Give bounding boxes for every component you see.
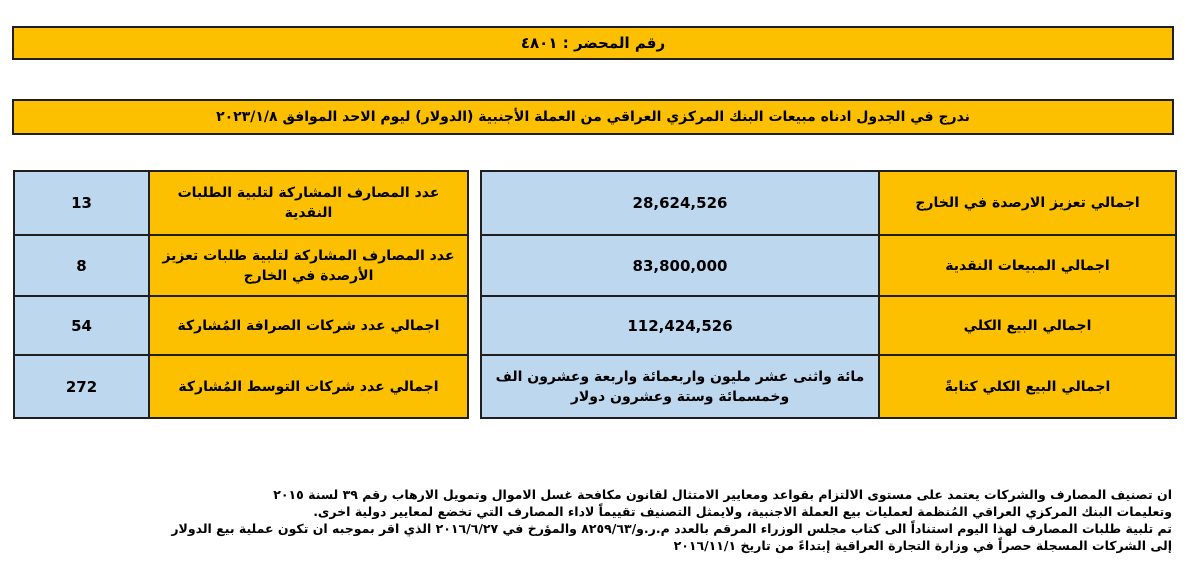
minutes-number-text: رقم المحضر : ٤٨٠١ (520, 34, 666, 52)
transfer-banks-count-value: 8 (14, 235, 149, 296)
exchange-companies-count-label: اجمالي عدد شركات الصرافة المُشاركة (149, 296, 468, 355)
table-row (14, 296, 468, 355)
cash-banks-count-value: 13 (14, 171, 149, 235)
brokerage-companies-count-label: اجمالي عدد شركات التوسط المُشاركة (149, 355, 468, 418)
total-transfers-label: اجمالي تعزيز الارصدة في الخارج (879, 171, 1176, 235)
footnote-line: تم تلبية طلبات المصارف لهذا اليوم استناداً الى كتاب مجلس الوزراء المرقم بالعدد م.ر.و/٨٢٥٩/٦٣ والمؤرخ في ٢٠١٦/٦/٢٧ الذي اقر بموجبه ان تكون عملية بيع الدولار (171, 521, 1172, 536)
table-row (14, 355, 468, 418)
total-cash-sales-label: اجمالي المبيعات النقدية (879, 235, 1176, 296)
sales-subtitle-header (12, 99, 1174, 135)
footnote-line: ان تصنيف المصارف والشركات يعتمد على مستوى الالتزام بقواعد ومعايير الامتثال لقانون مكافحة غسل الاموال وتمويل الارهاب رقم ٣٩ لسنة ٢٠١٥ (273, 487, 1172, 502)
footnote-line: إلى الشركات المسجلة حصراً في وزارة التجارة العراقية إبتداءً من تاريخ ٢٠١٦/١١/١ (673, 538, 1172, 553)
minutes-number-header (12, 26, 1174, 60)
total-sales-value: 112,424,526 (481, 296, 879, 355)
sales-subtitle-text: ندرج في الجدول ادناه مبيعات البنك المركزي العراقي من العملة الأجنبية (الدولار) ليوم الاحد الموافق ٢٠٢٣/١/٨ (216, 109, 970, 125)
table-row (481, 235, 1176, 296)
total-sales-label: اجمالي البيع الكلي (879, 296, 1176, 355)
table-row (481, 296, 1176, 355)
transfer-banks-count-label: عدد المصارف المشاركة لتلبية طلبات تعزيز الأرصدة في الخارج (149, 235, 468, 296)
table-row (481, 171, 1176, 235)
total-sales-in-words-value: مائة واثنى عشر مليون واربعمائة واربعة وعشرون الف وخمسمائة وستة وعشرون دولار (481, 355, 879, 418)
cash-banks-count-label: عدد المصارف المشاركة لتلبية الطلبات النقدية (149, 171, 468, 235)
table-row (14, 235, 468, 296)
total-cash-sales-value: 83,800,000 (481, 235, 879, 296)
total-transfers-value: 28,624,526 (481, 171, 879, 235)
footnotes (171, 486, 1172, 554)
table-row (481, 355, 1176, 418)
exchange-companies-count-value: 54 (14, 296, 149, 355)
brokerage-companies-count-value: 272 (14, 355, 149, 418)
sales-totals-table (480, 170, 1177, 419)
participants-count-table (13, 170, 469, 419)
footnote-line: وتعليمات البنك المركزي العراقي المُنظمة لعمليات بيع العملة الاجنبية، ولايمثل التصنيف تقييماً لاداء المصارف التي تخضع لمعايير دولية اخرى. (313, 504, 1172, 519)
table-row (14, 171, 468, 235)
total-sales-in-words-label: اجمالي البيع الكلي كتابةً (879, 355, 1176, 418)
